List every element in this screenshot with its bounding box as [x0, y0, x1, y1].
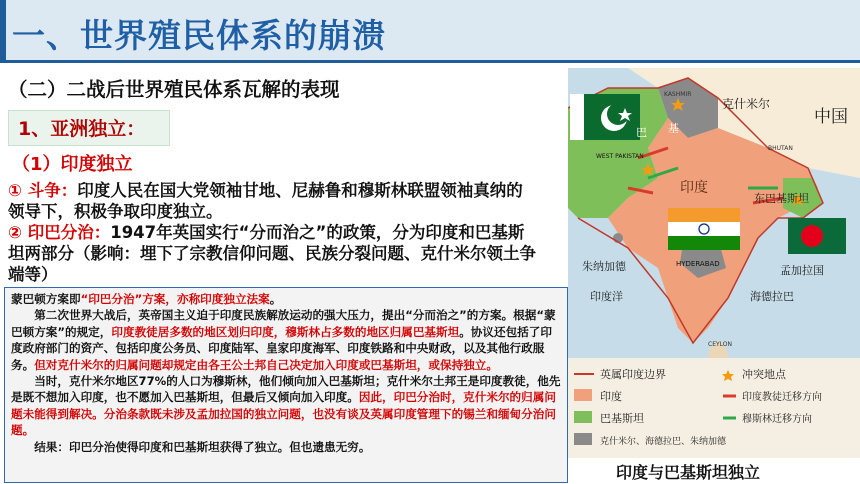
label-indian-ocean: 印度洋 [590, 290, 623, 303]
partition-text: 1947年英国实行“分而治之”的政策，分为印度和巴基斯坦两部分（影响：埋下了宗教信仰问题、民族分裂问题、克什米尔领土争端等） [8, 223, 536, 284]
legend-swatch-pakistan [574, 411, 592, 423]
note-p2-d: 但对克什米尔的归属问题却规定由各王公土邦自己决定加入印度或巴基斯坦，或保持独立。 [34, 357, 498, 372]
label-kashmir-en: KASHMIR [664, 91, 692, 98]
note-l1-b: “印巴分治”方案，亦称印度独立法案 [80, 292, 270, 306]
struggle-paragraph [8, 180, 538, 222]
legend-swatch-disputed [574, 433, 592, 445]
legend-item-disputed: 克什米尔、海德拉巴、朱纳加德 [600, 437, 727, 447]
note-p2-b: 印度教徒居多数的地区划归印度，穆斯林占多数的地区归属巴基斯坦 [111, 324, 460, 339]
note-p2-a: 第二次世界大战后，英帝国主义迫于印度民族解放运动的强大压力，提出“分而治之”的方案。根据“蒙巴顿方案”的规定， [11, 308, 556, 339]
bangladesh-flag [788, 218, 846, 254]
partition-paragraph [8, 222, 538, 285]
label-china: 中国 [814, 107, 848, 127]
label-kashmir-cn: 克什米尔 [722, 97, 771, 111]
note-p2-c: 。协议还包括了印度政府部门的资产、包括印度公务员、印度陆军、皇家印度海军、印度铁路和中央财政，以及其他行政服务。 [11, 324, 552, 372]
struggle-text: 印度人民在国大党领袖甘地、尼赫鲁和穆斯林联盟领袖真纳的领导下，积极争取印度独立。 [8, 181, 523, 221]
note-para-3 [11, 373, 561, 439]
legend-item-hindu-migration: 印度教徒迁移方向 [742, 392, 822, 403]
label-india-cn: 印度 [680, 180, 708, 196]
partition-map [568, 68, 860, 458]
partition-map-svg [568, 68, 860, 458]
legend-swatch-india [574, 389, 592, 401]
note-l1-a: 蒙巴顿方案即 [11, 292, 81, 306]
india-heading: （1）印度独立 [12, 154, 133, 175]
mountbatten-note-box [4, 287, 568, 483]
legend-item-border: 英属印度边界 [600, 368, 666, 381]
note-p3-a: 当时，克什米尔地区77%的人口为穆斯林，他们倾向加入巴基斯坦；克什米尔土邦王是印度教徒，他先是既不想加入印度，也不愿加入巴基斯坦，但最后又倾向加入印度。 [11, 374, 561, 405]
label-hyderabad-cn: 海德拉巴 [750, 290, 794, 303]
label-bhutan: BHUTAN [768, 145, 793, 152]
label-hyderabad-en: HYDERABAD [676, 260, 720, 268]
label-bangladesh: 孟加拉国 [780, 264, 824, 277]
note-para-4 [11, 439, 561, 455]
label-ceylon: CEYLON [708, 341, 732, 348]
pakistan-flag [570, 94, 640, 140]
struggle-label: ① 斗争： [8, 181, 78, 200]
note-l1-c: 。 [269, 292, 282, 306]
title-underline [0, 60, 860, 63]
legend-item-india: 印度 [600, 390, 622, 403]
label-west-pakistan: WEST PAKISTAN [596, 153, 644, 160]
map-caption: 印度与巴基斯坦独立 [616, 463, 761, 482]
india-flag [668, 208, 740, 250]
partition-label: ② 印巴分治： [8, 223, 111, 242]
note-para-2 [11, 307, 561, 373]
title-accent [0, 0, 6, 62]
label-flag-mark-ji: 基 [668, 122, 679, 135]
label-junagadh: 朱纳加德 [582, 260, 626, 273]
slide-title: 一、世界殖民体系的崩溃 [12, 16, 386, 55]
note-p3-b: 因此，印巴分治时，克什米尔的归属问题未能得到解决。分治条款既未涉及孟加拉国的独立问题，也没有谈及英属印度管理下的锡兰和缅甸分治问题。 [11, 390, 556, 438]
legend-item-pakistan: 巴基斯坦 [600, 412, 644, 425]
label-flag-mark-ba: 巴 [636, 126, 647, 139]
label-east-pakistan: 东巴基斯坦 [754, 192, 809, 205]
slide-subtitle: （二）二战后世界殖民体系瓦解的表现 [8, 78, 340, 101]
legend-item-conflict: 冲突地点 [742, 368, 786, 381]
legend-item-muslim-migration: 穆斯林迁移方向 [742, 414, 812, 425]
section-label: 1、亚洲独立： [18, 118, 146, 140]
note-p4: 结果：印巴分治使得印度和巴基斯坦获得了独立。但也遗患无穷。 [34, 439, 371, 454]
note-line-1 [11, 291, 561, 307]
